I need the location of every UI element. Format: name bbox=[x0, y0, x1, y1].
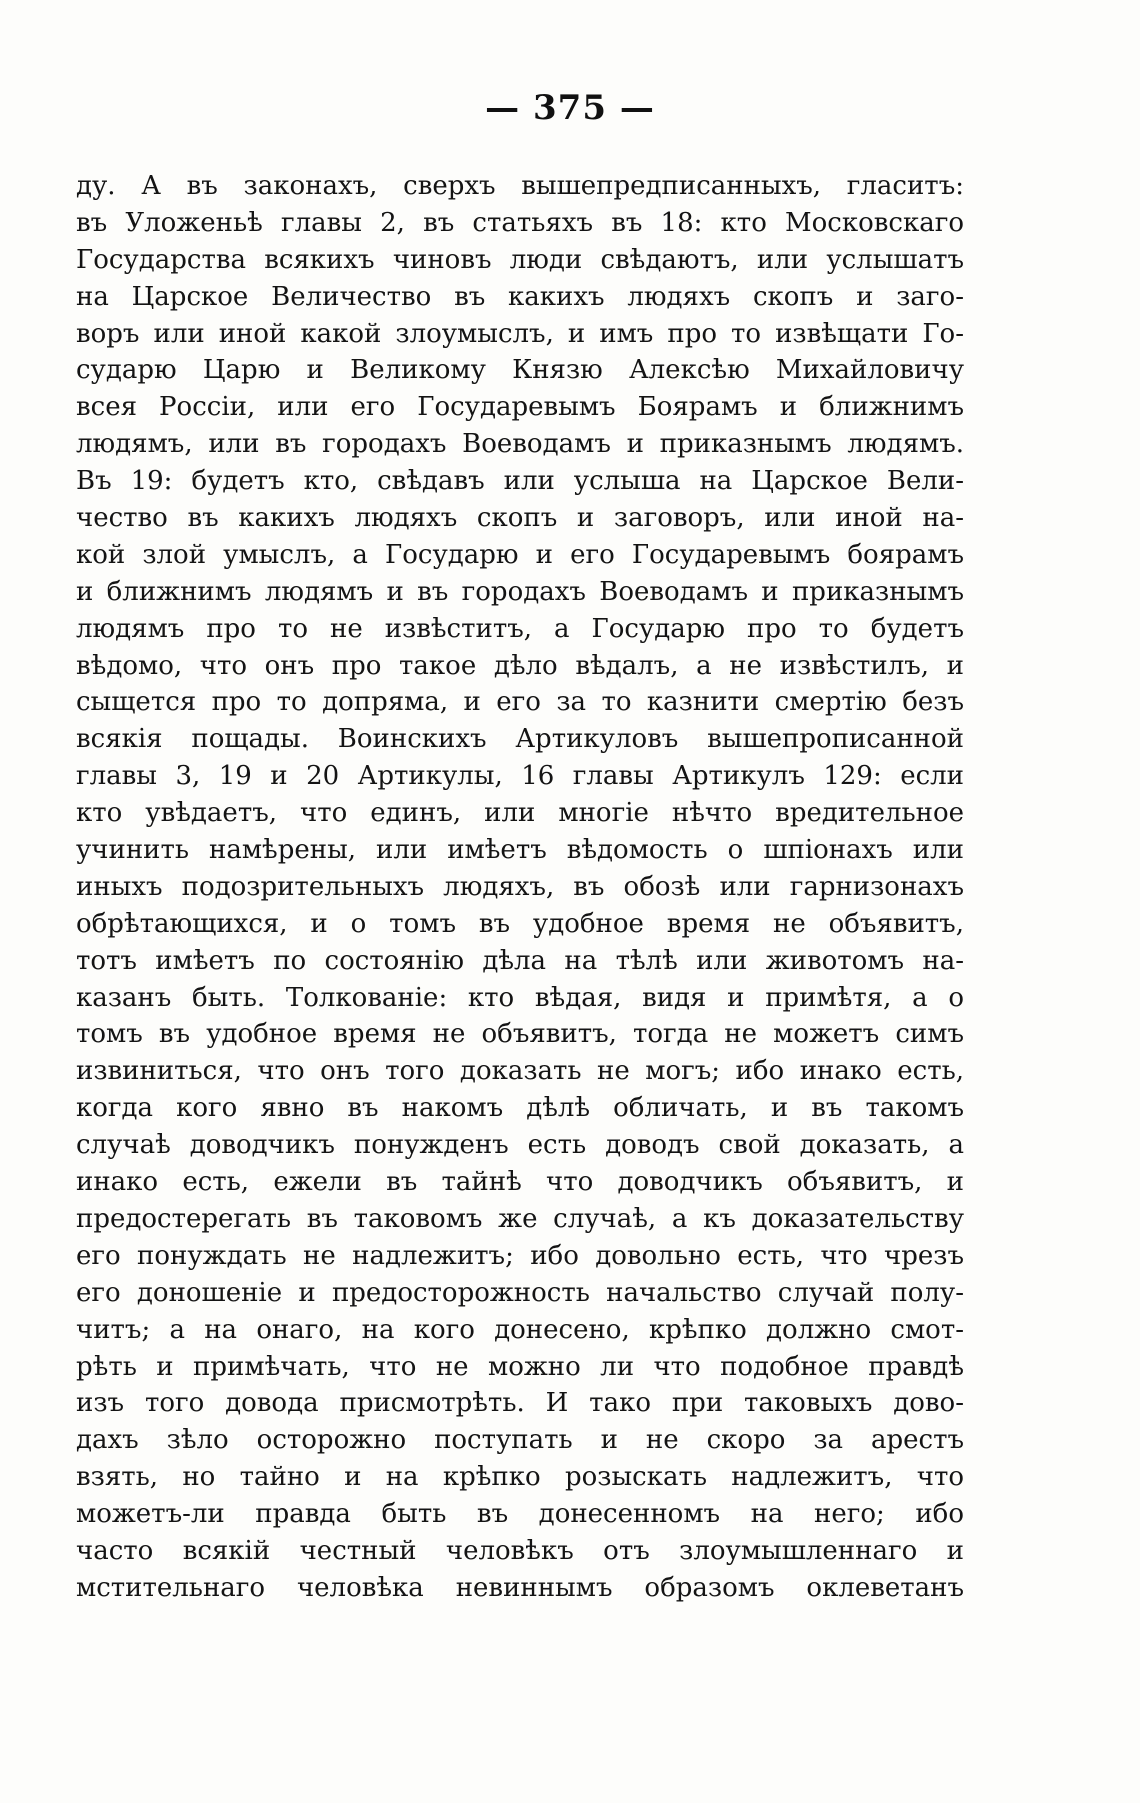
text-line: сыщется про то допряма, и его за то казнити смертію безъ bbox=[76, 687, 964, 718]
text-line: его доношеніе и предосторожность начальство случай полу- bbox=[76, 1277, 964, 1308]
text-line: извиниться, что онъ того доказать не могъ; ибо инако есть, bbox=[76, 1056, 964, 1087]
text-line: воръ или иной какой злоумыслъ, и имъ про то извѣщати Го- bbox=[76, 318, 964, 349]
text-line: главы 3, 19 и 20 Артикулы, 16 главы Артикулъ 129: если bbox=[76, 761, 964, 792]
text-line: и ближнимъ людямъ и въ городахъ Воеводамъ и приказнымъ bbox=[76, 576, 964, 607]
text-line: всея Россіи, или его Государевымъ Боярамъ и ближнимъ bbox=[76, 392, 964, 423]
text-line: кто увѣдаетъ, что единъ, или многіе нѣчто вредительное bbox=[76, 798, 964, 829]
text-line: мстительнаго человѣка невиннымъ образомъ оклеветанъ bbox=[76, 1572, 964, 1603]
text-line: учинить намѣрены, или имѣетъ вѣдомость о шпіонахъ или bbox=[76, 835, 964, 866]
text-line: казанъ быть. Толкованіе: кто вѣдая, видя и примѣтя, а о bbox=[76, 982, 964, 1013]
text-line: тотъ имѣетъ по состоянію дѣла на тѣлѣ или животомъ на- bbox=[76, 945, 964, 976]
text-line: кой злой умыслъ, а Государю и его Государевымъ боярамъ bbox=[76, 539, 964, 570]
text-line: ду. А въ законахъ, сверхъ вышепредписанныхъ, гласитъ: bbox=[76, 171, 964, 201]
text-line: Въ 19: будетъ кто, свѣдавъ или услыша на Царское Вели- bbox=[76, 466, 964, 497]
text-line: всякія пощады. Воинскихъ Артикуловъ вышепрописанной bbox=[76, 724, 964, 755]
text-line: иныхъ подозрительныхъ людяхъ, въ обозѣ или гарнизонахъ bbox=[76, 871, 964, 902]
text-line: когда кого явно въ накомъ дѣлѣ обличать, и въ такомъ bbox=[76, 1093, 964, 1124]
text-line: инако есть, ежели въ тайнѣ что доводчикъ объявитъ, и bbox=[76, 1167, 964, 1198]
text-line: изъ того довода присмотрѣть. И тако при таковыхъ дово- bbox=[76, 1388, 964, 1419]
page-number: — 375 — bbox=[485, 88, 655, 128]
body-text bbox=[76, 168, 964, 1607]
text-line: въ Уложеньѣ главы 2, въ статьяхъ въ 18: кто Московскаго bbox=[76, 207, 964, 238]
text-line: предостерегать въ таковомъ же случаѣ, а къ доказательству bbox=[76, 1203, 964, 1234]
text-line: читъ; а на онаго, на кого донесено, крѣпко должно смот- bbox=[76, 1314, 964, 1345]
text-line: сударю Царю и Великому Князю Алексѣю Михайловичу bbox=[76, 355, 964, 386]
text-line: вѣдомо, что онъ про такое дѣло вѣдалъ, а не извѣстилъ, и bbox=[76, 650, 964, 681]
text-line: обрѣтающихся, и о томъ въ удобное время не объявитъ, bbox=[76, 908, 964, 939]
text-line: часто всякій честный человѣкъ отъ злоумышленнаго и bbox=[76, 1535, 964, 1566]
text-line: рѣть и примѣчать, что не можно ли что подобное правдѣ bbox=[76, 1351, 964, 1382]
text-line: томъ въ удобное время не объявитъ, тогда не можетъ симъ bbox=[76, 1019, 964, 1050]
text-line: на Царское Величество въ какихъ людяхъ скопъ и заго- bbox=[76, 281, 964, 312]
text-line: Государства всякихъ чиновъ люди свѣдаютъ, или услышатъ bbox=[76, 244, 964, 275]
text-line: людямъ, или въ городахъ Воеводамъ и приказнымъ людямъ. bbox=[76, 429, 964, 460]
text-line: его понуждать не надлежитъ; ибо довольно есть, что чрезъ bbox=[76, 1240, 964, 1271]
text-line: взять, но тайно и на крѣпко розыскать надлежитъ, что bbox=[76, 1462, 964, 1493]
text-line: случаѣ доводчикъ понужденъ есть доводъ свой доказать, а bbox=[76, 1130, 964, 1161]
text-line: дахъ зѣло осторожно поступать и не скоро за арестъ bbox=[76, 1425, 964, 1456]
text-line: людямъ про то не извѣститъ, а Государю про то будетъ bbox=[76, 613, 964, 644]
text-line: чество въ какихъ людяхъ скопъ и заговоръ, или иной на- bbox=[76, 503, 964, 534]
text-line: можетъ-ли правда быть въ донесенномъ на него; ибо bbox=[76, 1499, 964, 1530]
